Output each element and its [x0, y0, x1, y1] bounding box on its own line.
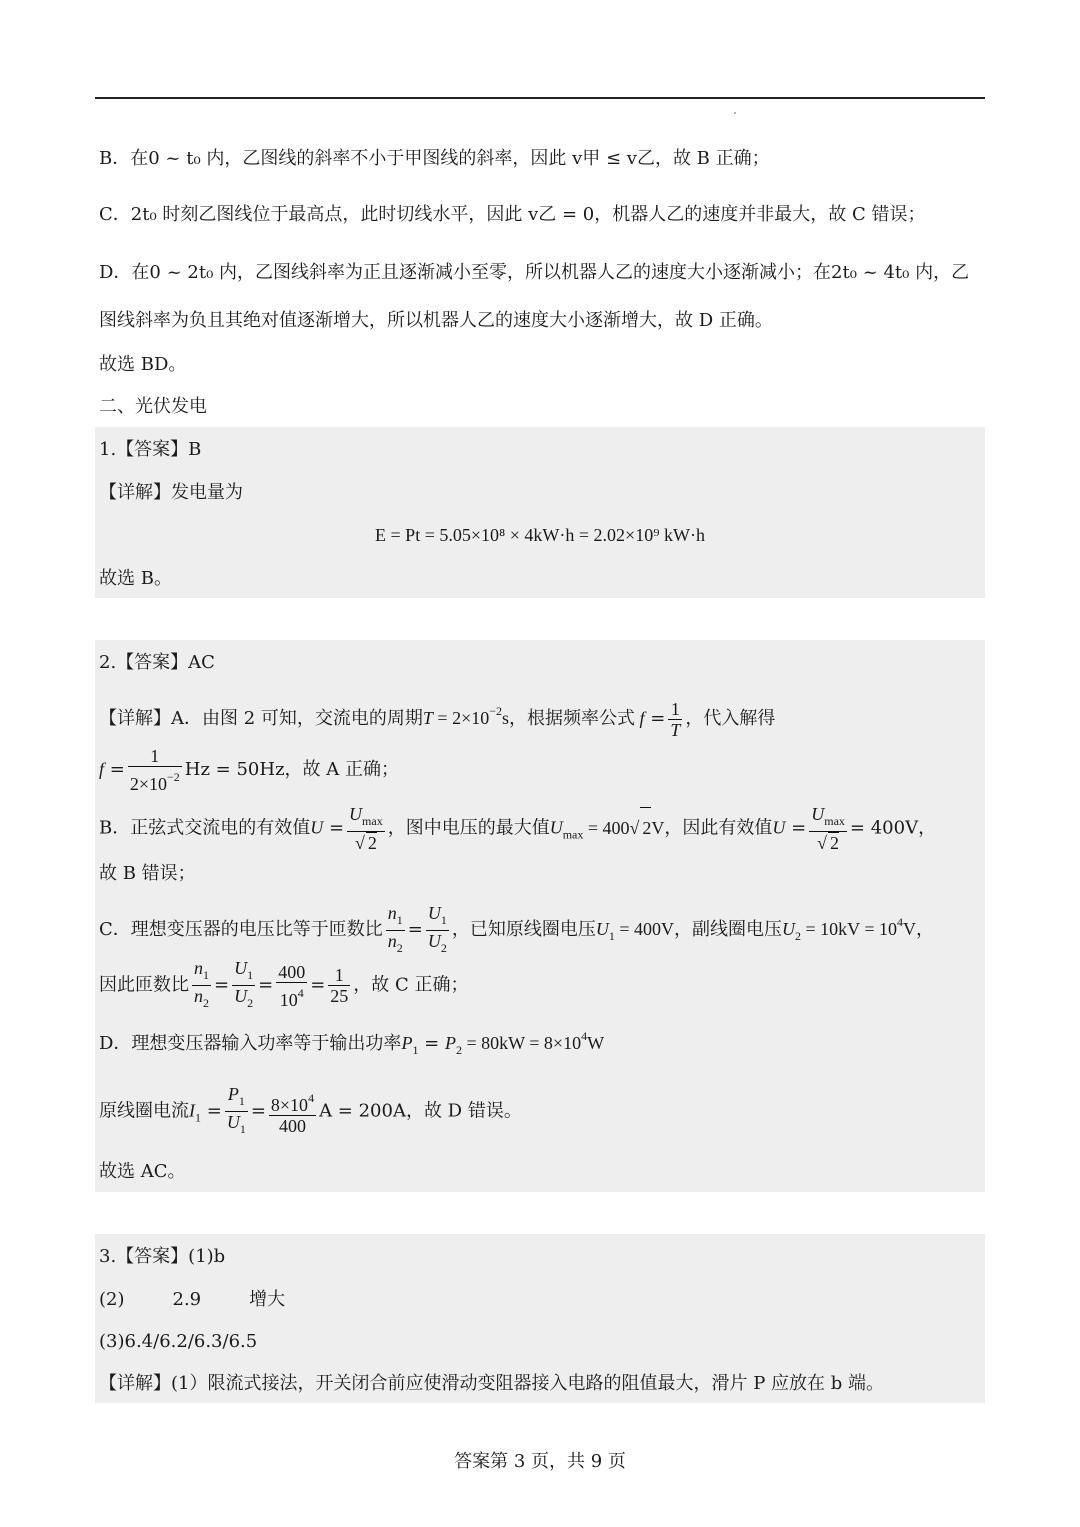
q2-detail-b: B．正弦式交流电的有效值U = $\frac{U_{max}}{√ 2}$ ，图中电压的最大值$U_{max} = 400√$ 2V，因此有效值U = $\frac{U_{max}}{√ 2}$ = 400V， [99, 804, 937, 853]
q2-d2-prefix: 原线圈电流 [99, 1100, 189, 1122]
q2-detail-c: C．理想变压器的电压比等于匝数比 $\frac{n_1}{n_2}$ = $\frac{U_1}{U_2}$ ，已知原线圈电压$U_1 = 400V$，副线圈电压$U_2 = 10kV = 10^4V$， [99, 902, 935, 955]
q2-a-mid: ，根据频率公式 [509, 708, 636, 729]
q3-part2 [99, 1287, 285, 1313]
q2-detail-c2: 因此匝数比 $\frac{n_1}{n_2}$ = $\frac{U_1}{U_2}$ = $\frac{400}{10^4}$ = $\frac{1}{25}$ ，故 C 正确； [99, 958, 469, 1010]
q2-d-text: D．理想变压器输入功率等于输出功率 [99, 1033, 402, 1054]
prev-option-c: C．2t₀ 时刻乙图线位于最高点，此时切线水平，因此 v乙 = 0，机器人乙的速度并非最大，故 C 错误； [99, 204, 926, 225]
q3-part3: (3)6.4/6.2/6.3/6.5 [99, 1331, 258, 1352]
header-mark [734, 112, 736, 114]
q1-choose: 故选 B。 [99, 568, 172, 589]
q2-b-mid2: ，因此有效值 [664, 817, 773, 839]
q2-a-result-line: f = $\frac{1}{2\times 10^{-2}}$ Hz = 50Hz，故 A 正确； [99, 746, 399, 794]
q1-detail: 【详解】发电量为 [99, 482, 243, 503]
page-footer: 答案第 3 页，共 9 页 [454, 1451, 626, 1472]
q2-b-suffix: = 400V， [849, 817, 937, 839]
q2-c-mid2: ，副线圈电压 [674, 919, 783, 940]
q2-c-prefix: C．理想变压器的电压比等于匝数比 [99, 919, 383, 940]
q2-b-result: 故 B 错误； [99, 863, 196, 884]
q3-part2-trend: 增大 [249, 1289, 286, 1310]
q2-detail-d2: 原线圈电流$I_1$ = $\frac{P_1}{U_1}$ = $\frac{8\times 10^4}{400}$ A = 200A，故 D 错误。 [99, 1084, 522, 1136]
q2-c2-prefix: 因此匝数比 [99, 974, 189, 996]
section-title: 二、光伏发电 [99, 396, 207, 417]
q2-a-suffix: ，代入解得 [685, 708, 776, 729]
prev-option-d-line2: 图线斜率为负且其绝对值逐渐增大，所以机器人乙的速度大小逐渐增大，故 D 正确。 [99, 310, 773, 331]
q2-a-prefix: 【详解】A．由图 2 可知，交流电的周期 [99, 708, 423, 729]
prev-option-b: B．在0 ~ t₀ 内，乙图线的斜率不小于甲图线的斜率，因此 v甲 ≤ v乙，故 B 正确； [99, 148, 770, 169]
q2-detail-a: 【详解】A．由图 2 可知，交流电的周期$T = 2\times 10^{-2}s$，根据频率公式 f = $\frac{1}{T}$ ，代入解得 [99, 698, 776, 740]
q3-answer: 3.【答案】(1)b [99, 1246, 226, 1267]
q2-d2-suffix: A = 200A，故 D 错误。 [319, 1100, 522, 1122]
prev-option-d-line1: D．在0 ~ 2t₀ 内，乙图线斜率为正且逐渐减小至零，所以机器人乙的速度大小逐渐减小；在2t₀ ~ 4t₀ 内，乙 [99, 262, 970, 283]
q3-detail: 【详解】(1）限流式接法，开关闭合前应使滑动变阻器接入电路的阻值最大，滑片 P 应放在 b 端。 [99, 1373, 884, 1394]
q2-answer: 2.【答案】AC [99, 652, 215, 673]
q2-b-mid: ，图中电压的最大值 [387, 817, 550, 839]
q3-part2-label: (2) [99, 1289, 125, 1310]
q1-block [95, 427, 985, 598]
q3-part2-value: 2.9 [172, 1289, 202, 1310]
q2-a-result: Hz = 50Hz，故 A 正确； [184, 759, 399, 780]
q1-answer: 1.【答案】B [99, 439, 202, 460]
q2-c2-suffix: ，故 C 正确； [353, 974, 469, 996]
q2-choose: 故选 AC。 [99, 1161, 186, 1182]
q2-b-prefix: B．正弦式交流电的有效值 [99, 817, 311, 839]
prev-choose: 故选 BD。 [99, 354, 187, 375]
q2-c-mid: ，已知原线圈电压 [451, 919, 596, 940]
q2-detail-d: D．理想变压器输入功率等于输出功率$P_1 = P_2 = 80kW = 8\times 10^4W$ [99, 1029, 605, 1057]
q1-equation: E = Pt = 5.05×10⁸ × 4kW·h = 2.02×10⁹ kW·h [375, 525, 705, 545]
header-rule [95, 97, 985, 99]
